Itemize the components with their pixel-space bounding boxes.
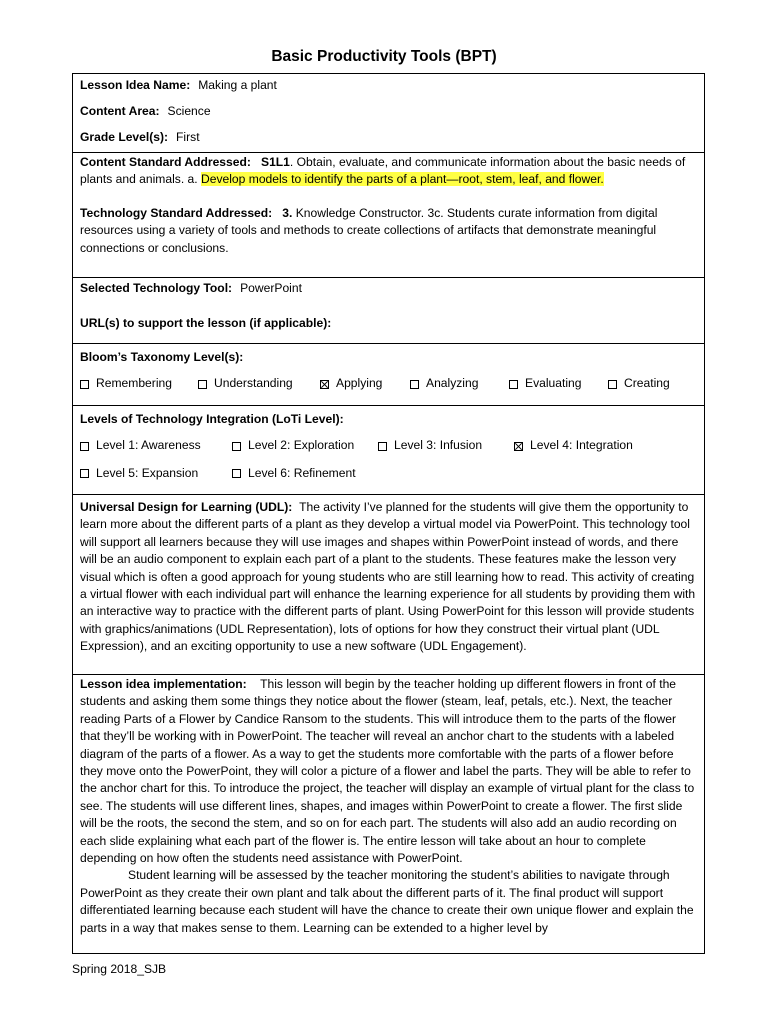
content-standard-highlight: Develop models to identify the parts of a plant—root, stem, leaf, and flower. (201, 172, 604, 187)
technology-standard-text: Knowledge Constructor. 3c. Students curate information from digital resources using a variety of tools and methods to create collections of artifacts that demonstrate meaningful connections or conclusions. (80, 205, 658, 255)
content-standard-code: S1L1 (261, 155, 290, 169)
loti-option-level-1[interactable]: Level 1: Awareness (80, 437, 232, 454)
lesson-name-label: Lesson Idea Name: (80, 78, 191, 92)
implementation-section (73, 675, 704, 953)
udl-text: The activity I’ve planned for the students will give them the opportunity to learn more about the different parts of a plant as they develop a virtual model via PowerPoint. This technology tool will support all learners because they will use images and shapes within PowerPoint instead of words, and there will be an audio component to explain each part of a plant to the students. These features make the lesson very visual which is often a good approach for young students who are still learning how to read. This activity of creating a virtual flower with each individual part will enhance the learning experience for all students by providing them with an interactive way to practice with the different parts of plant. Using PowerPoint for this lesson will provide students with graphics/animations (UDL Representation), lots of options for how they construct their virtual plant (UDL Expression), and an exciting opportunity to use a new software (UDL Engagement). (80, 500, 696, 654)
technology-standard-label: Technology Standard Addressed: (80, 205, 273, 220)
checkbox-icon (378, 442, 387, 451)
content-area-label: Content Area: (80, 103, 160, 118)
blooms-label: Bloom’s Taxonomy Level(s): (80, 350, 244, 364)
udl-label: Universal Design for Learning (UDL): (80, 500, 293, 514)
checkbox-icon (198, 380, 207, 389)
implementation-label: Lesson idea implementation: (80, 677, 247, 691)
checkbox-icon (80, 442, 89, 451)
checked-checkbox-icon (514, 442, 523, 451)
blooms-option-creating[interactable]: Creating (608, 375, 670, 392)
loti-option-level-5[interactable]: Level 5: Expansion (80, 465, 232, 482)
checkbox-icon (232, 469, 241, 478)
checked-checkbox-icon (320, 380, 329, 389)
blooms-option-understanding[interactable]: Understanding (198, 375, 320, 392)
technology-standard (80, 205, 697, 257)
implementation-text-1: This lesson will begin by the teacher holding up different flowers in front of the students and asking them some things they notice about the flower (steam, leaf, petals, etc.). Next, the teacher reading Parts of a Flower by Candice Ransom to the students. This will introduce them to the parts of the flower that they’ll be working with in PowerPoint. The teacher will reveal an anchor chart to the students with a labeled diagram of the parts of a flower. As a way to get the students more comfortable with the parts of a flower before they move onto the PowerPoint, they will color a picture of a flower and label the parts. They will be able to refer to the anchor chart for this. To introduce the project, the teacher will display an example of virtual plant for the class to see. The students will use different lines, shapes, and images within PowerPoint to create a flower. The first slide will be the roots, the second the stem, and so on for each part. The students will also add an audio recording on each slide explaining what each part of the flower is. The entire lesson will take about an hour to complete depending on how often the students need assistance with PowerPoint. (80, 677, 695, 866)
loti-option-level-3[interactable]: Level 3: Infusion (378, 437, 514, 454)
checkbox-icon (232, 442, 241, 451)
implementation-paragraph-2: Student learning will be assessed by the teacher monitoring the student’s abilities to navigate through PowerPoint as they create their own plant and talk about the different parts of it. The final product will support differentiated learning because each student will have the chance to create their own unique flower and explain the parts in a way that makes sense to them. Learning can be extended to a higher level by (80, 868, 694, 935)
checkbox-icon (410, 380, 419, 389)
content-standard-text: . Obtain, evaluate, and communicate information about the basic needs of plants and animals. a. (80, 155, 686, 187)
url-label: URL(s) to support the lesson (if applicable): (80, 316, 332, 331)
udl-paragraph (80, 499, 697, 656)
loti-option-level-4[interactable]: Level 4: Integration (514, 437, 633, 454)
content-area-value: Science (167, 103, 211, 118)
checkbox-icon (80, 380, 89, 389)
technology-tool-section (73, 278, 704, 344)
loti-label: Levels of Technology Integration (LoTi Level): (80, 412, 344, 426)
checkbox-icon (608, 380, 617, 389)
implementation-paragraph-1 (80, 676, 697, 867)
grade-level-label: Grade Level(s): (80, 129, 169, 144)
blooms-option-remembering[interactable]: Remembering (80, 375, 198, 392)
blooms-option-applying[interactable]: Applying (320, 375, 410, 392)
checkbox-icon (80, 469, 89, 478)
technology-tool-label: Selected Technology Tool: (80, 281, 233, 295)
footer-text: Spring 2018_SJB (72, 962, 167, 976)
content-standard (80, 154, 697, 189)
udl-section (73, 495, 704, 675)
blooms-section (73, 344, 704, 406)
technology-tool-value: PowerPoint (240, 281, 302, 295)
blooms-option-evaluating[interactable]: Evaluating (509, 375, 608, 392)
loti-option-level-2[interactable]: Level 2: Exploration (232, 437, 378, 454)
content-standard-label: Content Standard Addressed: (80, 155, 251, 169)
technology-standard-code: 3. (282, 205, 293, 220)
checkbox-icon (509, 380, 518, 389)
standards-section (73, 153, 704, 278)
lesson-plan-table (72, 73, 705, 954)
blooms-option-analyzing[interactable]: Analyzing (410, 375, 509, 392)
grade-level-value: First (176, 129, 200, 144)
loti-section (73, 406, 704, 495)
document-title: Basic Productivity Tools (BPT) (271, 48, 497, 65)
lesson-info-section (73, 74, 704, 153)
loti-option-level-6[interactable]: Level 6: Refinement (232, 465, 356, 482)
lesson-name-value: Making a plant (198, 78, 277, 92)
